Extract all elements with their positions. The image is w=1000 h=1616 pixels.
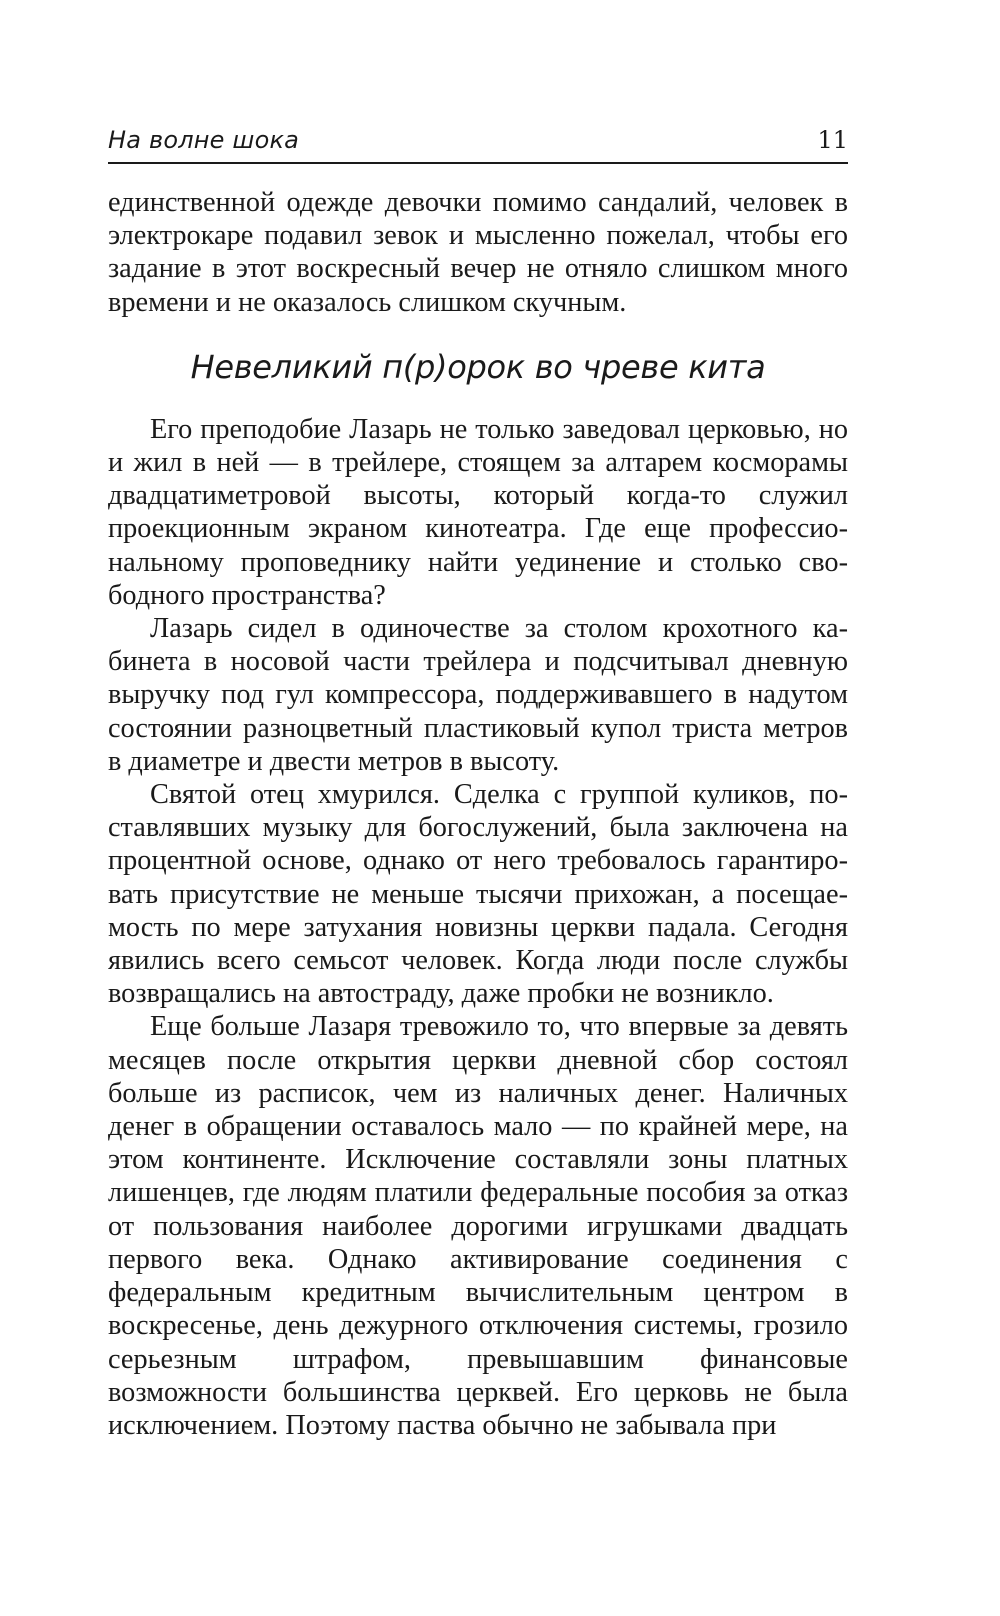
page-body xyxy=(108,186,848,1442)
paragraph: Его преподобие Лазарь не только заведовал церковью, но и жил в ней — в трейлере, стоящем за алтарем косморамы двадцатиметровой высоты, который когда-то служил проекционным экраном кинотеатра. Где еще профессиональному проповеднику найти уединение и столько свободного пространства? xyxy=(108,413,848,611)
paragraph: Лазарь сидел в одиночестве за столом крохотного кабинета в носовой части трейлера и подсчитывал дневную выручку под гул компрессора, поддерживавшего в надутом состоянии разноцветный пластиковый купол триста метров в диаметре и двести метров в высоту. xyxy=(108,613,848,777)
book-page xyxy=(108,118,848,1442)
paragraph: Святой отец хмурился. Сделка с группой куликов, поставлявших музыку для богослужений, была заключена на процентной основе, однако от него требовалось гарантировать присутствие не меньше тысячи прихожан, а посещаемость по мере затухания новизны церкви падала. Сегодня явились всего семьсот человек. Когда люди после службы возвращались на автостраду, даже пробки не возникло. xyxy=(108,779,848,1010)
running-header-title: На волне шока xyxy=(108,126,300,154)
page-number: 11 xyxy=(817,126,848,154)
running-header xyxy=(108,118,848,164)
section-title: Невеликий п(р)орок во чреве кита xyxy=(190,347,766,386)
paragraph: Еще больше Лазаря тревожило то, что впервые за девять месяцев после открытия церкви дневной сбор состоял больше из расписок, чем из наличных денег. Наличных денег в обращении оставалось мало — по крайней мере, на этом континенте. Исключение составляли зоны платных лишенцев, где людям платили федеральные пособия за отказ от пользования наиболее дорогими игрушками двадцать первого века. Однако активирование соединения с федеральным кредитным вычислительным центром в воскресенье, день дежурного отключения системы, грозило серьезным штрафом, превышавшим финансовые возможности большинства церквей. Его церковь не была исключением. Поэтому паства обычно не забывала при xyxy=(108,1011,848,1441)
paragraph-continued: единственной одежде девочки помимо сандалий, человек в электрокаре подавил зевок и мысленно пожелал, чтобы его задание в этот воскресный вечер не отняло слишком много времени и не оказалось слишком скучным. xyxy=(108,187,848,318)
